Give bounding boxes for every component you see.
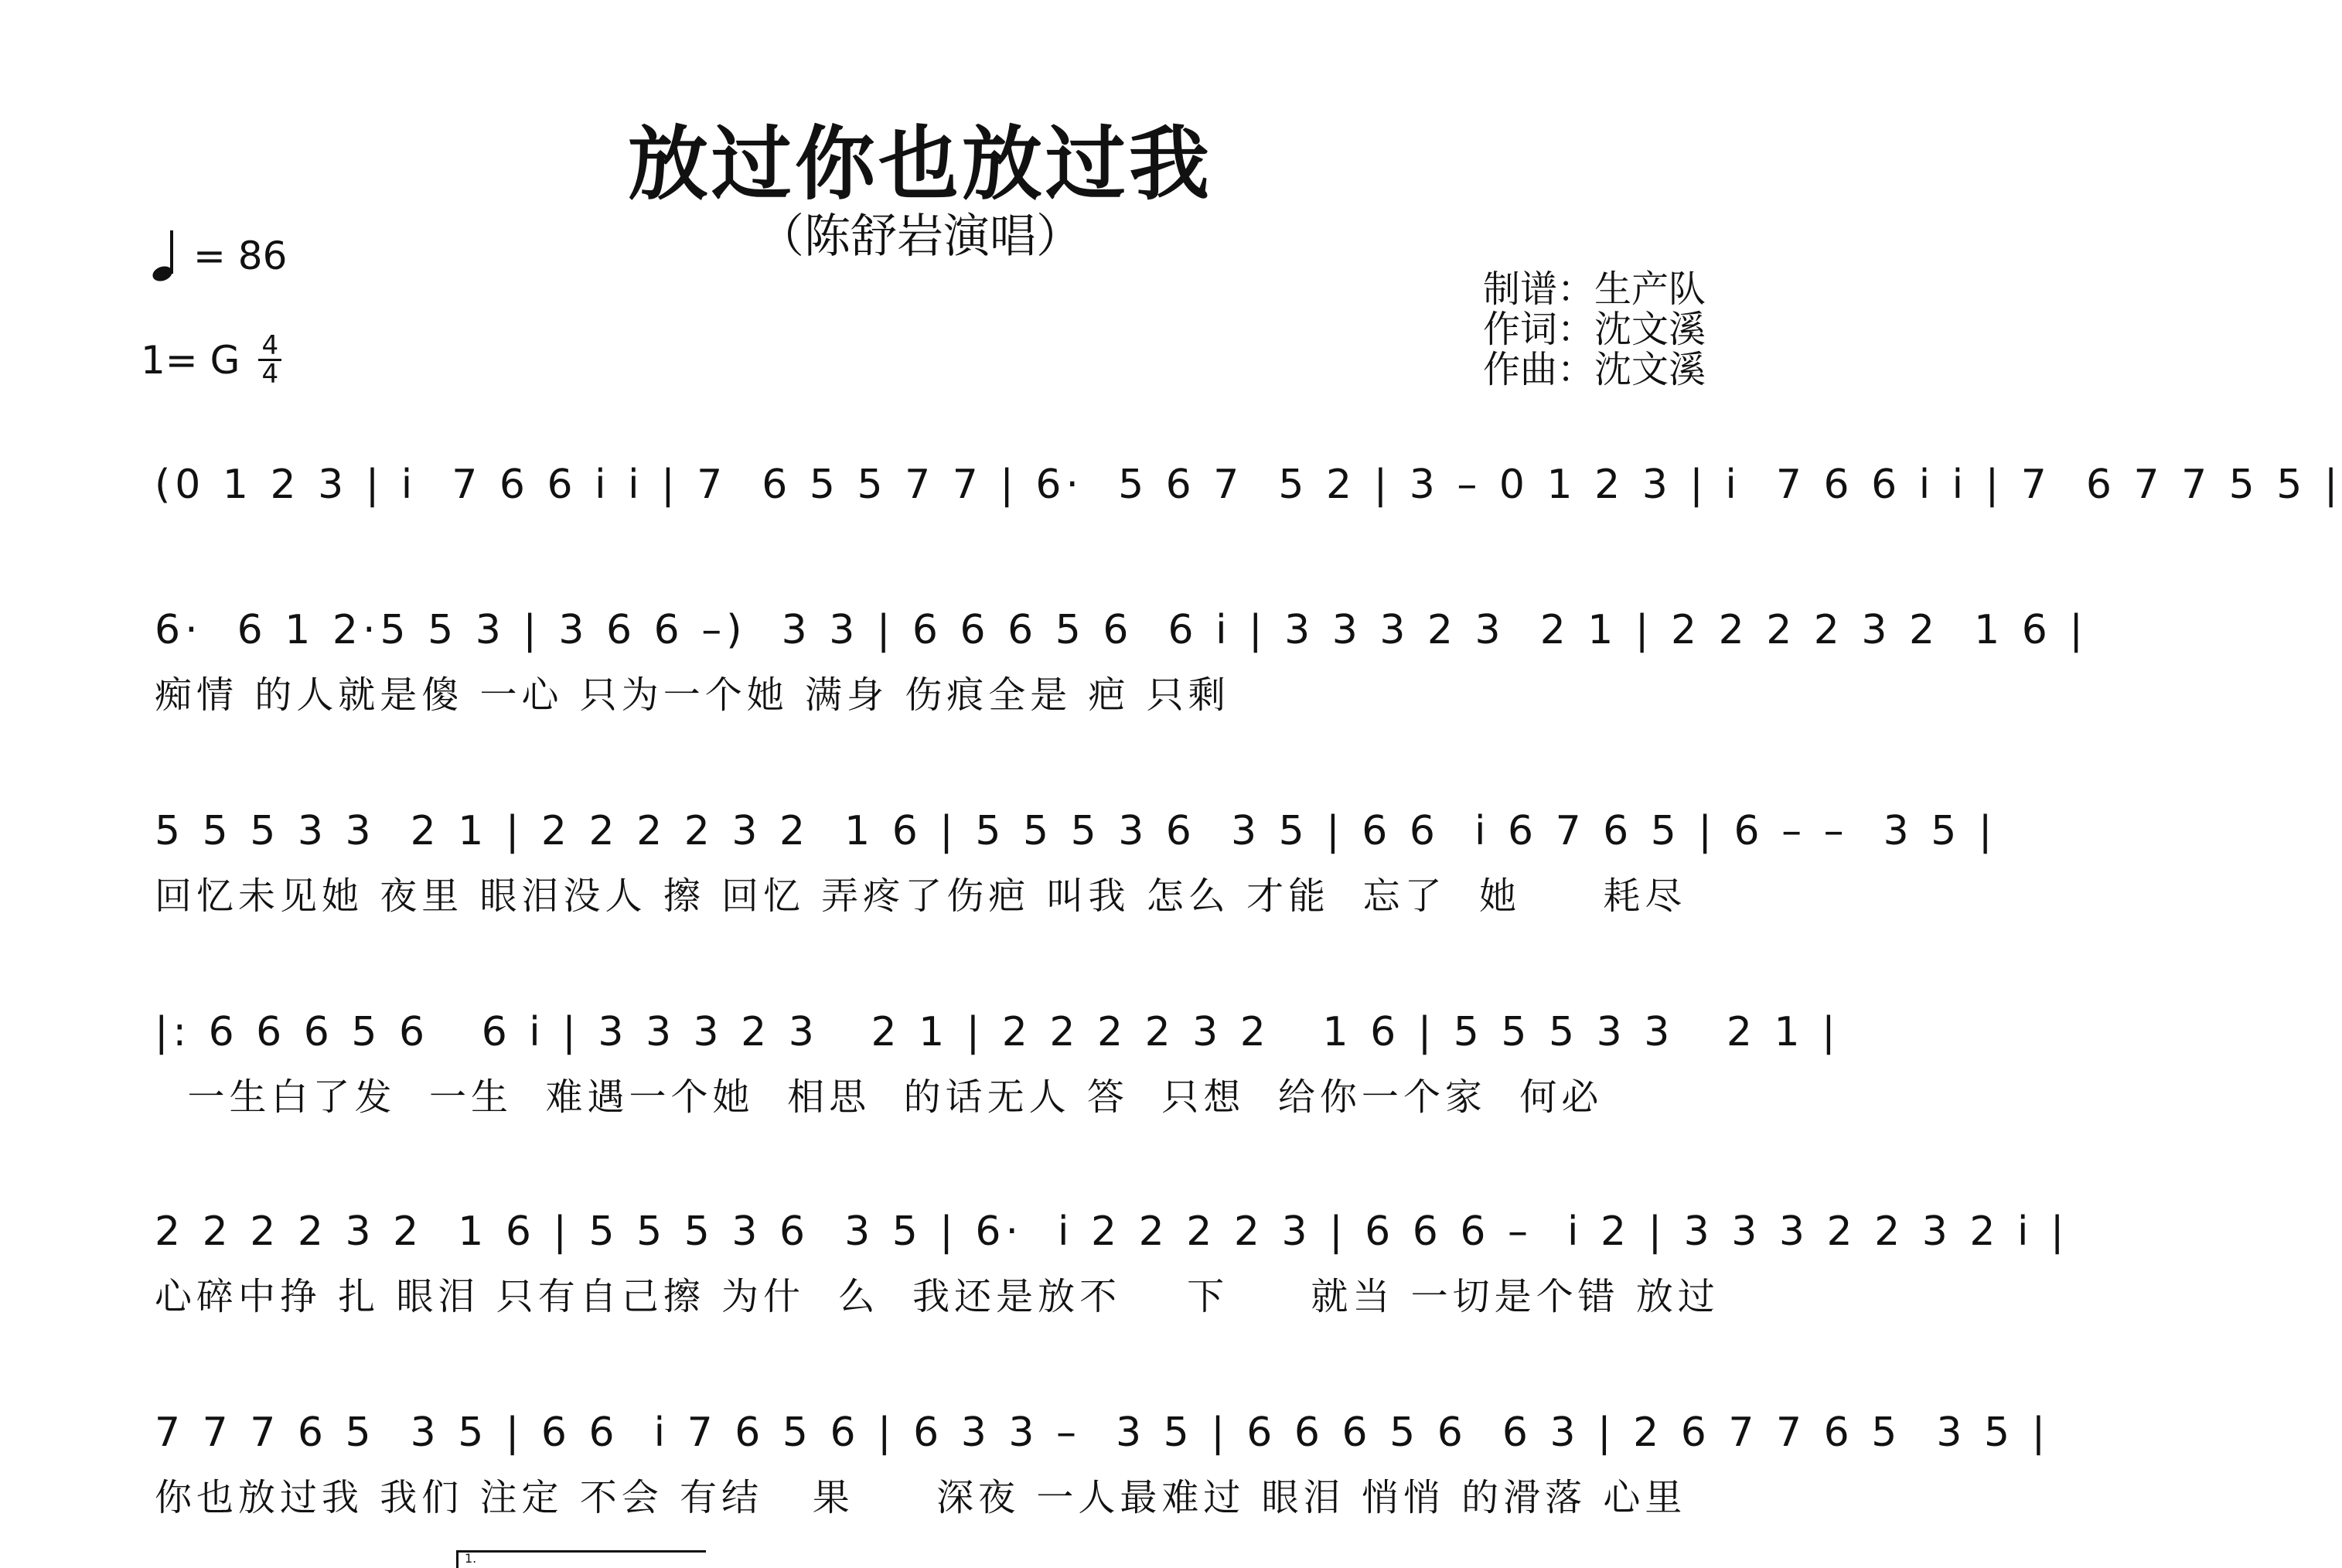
notes-row-4: |: 6 6 6 5 6 6 i | 3 3 3 2 3 2 1 | 2 2 2 2 3 2 1 6 | 5 5 5 3 3 2 1 | xyxy=(155,1009,1840,1055)
credit-composer: 作曲：沈文溪 xyxy=(1483,348,1706,391)
time-signature-bottom: 4 xyxy=(261,359,279,390)
volta-label: 1. xyxy=(465,1551,477,1566)
key-label: 1= G xyxy=(141,337,240,383)
volta-bracket xyxy=(456,1550,706,1568)
song-title: 放过你也放过我 xyxy=(627,117,1212,211)
key-signature xyxy=(141,330,281,390)
notes-row-1: (0 1 2 3 | i 7 6 6 i i | 7 6 5 5 7 7 | 6· 5 6 7 5 2 | 3 – 0 1 2 3 | i 7 6 6 i i | 7 6 7 7 5 5 | xyxy=(155,462,2342,508)
tempo-marking xyxy=(152,229,287,283)
notes-row-6: 7 7 7 6 5 3 5 | 6 6 i 7 6 5 6 | 6 3 3 – 3 5 | 6 6 6 5 6 6 3 | 2 6 7 7 6 5 3 5 | xyxy=(155,1409,2051,1456)
credits xyxy=(1483,269,1706,390)
lyrics-row-2: 痴情 的人就是傻 一心 只为一个她 满身 伤痕全是 疤 只剩 xyxy=(155,673,1230,717)
lyrics-row-6: 你也放过我 我们 注定 不会 有结 果 深夜 一人最难过 眼泪 悄悄 的滑落 心里 xyxy=(155,1476,1687,1519)
time-signature-top: 4 xyxy=(261,330,279,361)
credit-transcriber: 制谱：生产队 xyxy=(1483,268,1706,311)
song-subtitle: （陈舒岩演唱） xyxy=(758,210,1082,264)
lyrics-row-5: 心碎中挣 扎 眼泪 只有自己擦 为什 么 我还是放不 下 就当 一切是个错 放过 xyxy=(155,1275,1720,1318)
lyrics-row-3: 回忆未见她 夜里 眼泪没人 擦 回忆 弄疼了伤疤 叫我 怎么 才能 忘了 她 耗尽 xyxy=(155,874,1687,918)
lyrics-row-4: 一生白了发 一生 难遇一个她 相思 的话无人 答 只想 给你一个家 何必 xyxy=(155,1075,1604,1119)
credit-lyricist: 作词：沈文溪 xyxy=(1483,308,1706,351)
tempo-value: = 86 xyxy=(193,233,288,278)
quarter-note-icon xyxy=(152,229,178,283)
score-row-1 xyxy=(155,458,2342,535)
time-signature xyxy=(258,330,281,390)
notes-row-5: 2 2 2 2 3 2 1 6 | 5 5 5 3 6 3 5 | 6· i 2 2 2 2 3 | 6 6 6 – i 2 | 3 3 3 2 2 3 2 i | xyxy=(155,1208,2069,1255)
notes-row-2: 6· 6 1 2·5 5 3 | 3 6 6 –) 3 3 | 6 6 6 5 6 6 i | 3 3 3 2 3 2 1 | 2 2 2 2 3 2 1 6 | xyxy=(155,607,2088,653)
notes-row-3: 5 5 5 3 3 2 1 | 2 2 2 2 3 2 1 6 | 5 5 5 3 6 3 5 | 6 6 i 6 7 6 5 | 6 – – 3 5 | xyxy=(155,808,1997,854)
